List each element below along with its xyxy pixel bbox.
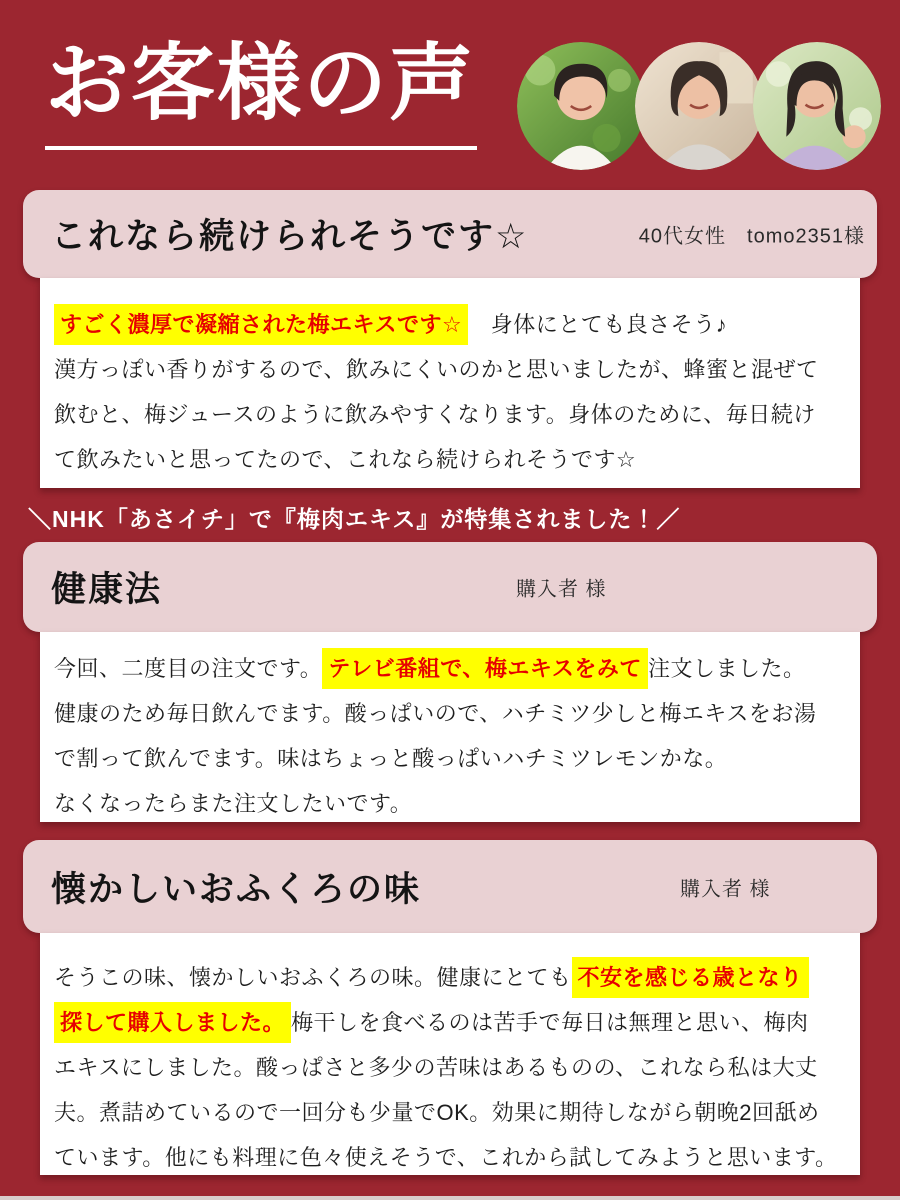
review-card-1-header [23, 190, 877, 278]
review-line: ています。他にも料理に色々使えそうで、これから試してみようと思います。 [54, 1145, 838, 1170]
review-line: 健康のため毎日飲んでます。酸っぱいので、ハチミツ少しと梅エキスをお湯 [54, 701, 817, 726]
review-line: で割って飲んでます。味はちょっと酸っぱいハチミツレモンかな。 [54, 746, 728, 771]
nhk-feature-banner: ＼NHK「あさイチ」で『梅肉エキス』が特集されました！／ [28, 506, 681, 532]
review-title: 懐かしいおふくろの味 [51, 869, 422, 909]
review-line: て飲みたいと思ってたので、これなら続けられそうです☆ [54, 447, 637, 472]
review-line: すごく濃厚で凝縮された梅エキスです☆ 身体にとても良さそう♪ [54, 302, 848, 347]
review-text [54, 302, 848, 482]
customer-avatars [517, 42, 881, 170]
review-text [54, 955, 850, 1180]
review-line: なくなったらまた注文したいです。 [54, 791, 413, 816]
section-divider [0, 1196, 900, 1200]
review-title: これなら続けられそうです☆ [51, 217, 529, 256]
review-card-1-body [40, 278, 860, 488]
review-line: 漢方っぽい香りがするので、飲みにくいのかと思いましたが、蜂蜜と混ぜて [54, 357, 819, 382]
review-text [54, 646, 848, 826]
review-card-3-header [23, 840, 877, 933]
review-title: 健康法 [51, 570, 163, 609]
review-card-2-header [23, 542, 877, 632]
review-line: 今回、二度目の注文です。 テレビ番組で、梅エキスをみて 注文しました。 [54, 646, 848, 691]
reviewer-name: 購入者 様 [680, 878, 771, 900]
review-line: エキスにしました。酸っぱさと多少の苦味はあるものの、これなら私は大丈 [54, 1055, 818, 1080]
review-line: 夫。煮詰めているので一回分も少量でOK。効果に期待しながら朝晩2回舐め [54, 1100, 820, 1125]
reviewer-name: 購入者 様 [516, 578, 607, 601]
review-line: 飲むと、梅ジュースのように飲みやすくなります。身体のために、毎日続け [54, 402, 816, 427]
review-card-3-body [40, 933, 860, 1175]
reviewer-name: 40代女性 tomo2351様 [638, 225, 865, 248]
review-line: 探して購入しました。 梅干しを食べるのは苦手で毎日は無理と思い、梅肉 [54, 1000, 850, 1045]
review-line: そうこの味、懐かしいおふくろの味。健康にとても 不安を感じる歳となり [54, 955, 850, 1000]
review-card-2-body [40, 632, 860, 822]
title-underline [45, 146, 477, 150]
page-title: お客様の声 [45, 38, 476, 131]
customer-photo-1 [517, 42, 645, 170]
customer-photo-2 [635, 42, 763, 170]
customer-photo-3 [753, 42, 881, 170]
